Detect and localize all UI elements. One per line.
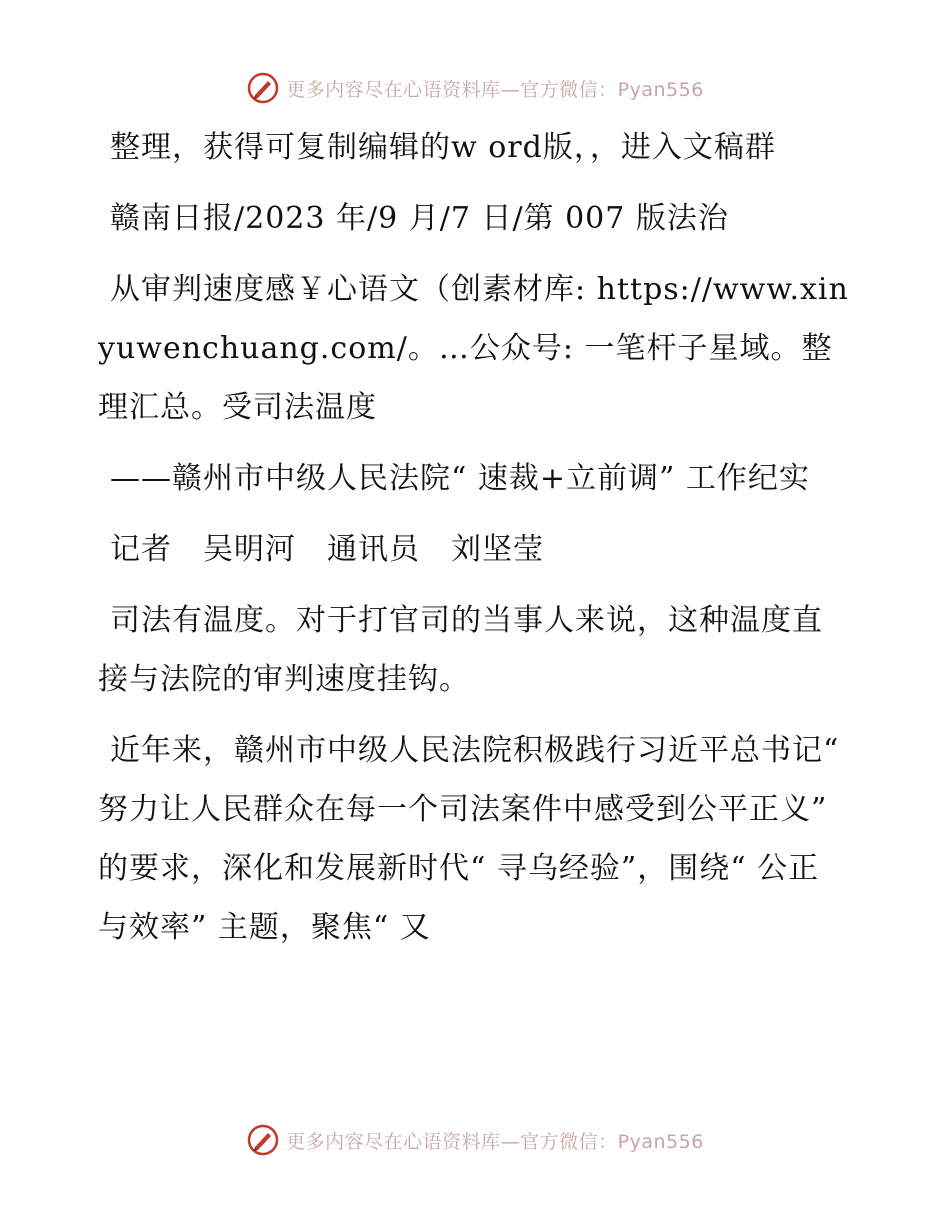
paragraph-source: 赣南日报/2023 年/9 月/7 日/第 007 版法治 xyxy=(110,201,729,236)
watermark-text: 更多内容尽在心语资料库—官方微信：Pyan556 xyxy=(286,78,704,101)
document-body xyxy=(98,118,850,969)
bottom-watermark-banner xyxy=(0,1120,950,1160)
paragraph-intro: 整理，获得可复制编辑的w ord版，，进入文稿群 xyxy=(110,130,776,165)
watermark-text: 更多内容尽在心语资料库—官方微信：Pyan556 xyxy=(286,1130,704,1153)
pen-seal-icon xyxy=(246,1123,280,1157)
paragraph-subtitle: ——赣州市中级人民法院“ 速裁+立前调” 工作纪实 xyxy=(110,461,810,496)
paragraph-byline: 记者 吴明河 通讯员 刘坚莹 xyxy=(110,532,544,567)
paragraph-title: 从审判速度感￥心语文（创素材库: https://www.xinyuwenchuang.com/。…公众号: 一笔杆子星域。整理汇总。受司法温度 xyxy=(98,272,849,425)
paragraph-lead: 司法有温度。对于打官司的当事人来说，这种温度直接与法院的审判速度挂钩。 xyxy=(98,603,823,697)
paragraph-body: 近年来，赣州市中级人民法院积极践行习近平总书记“ 努力让人民群众在每一个司法案件中感受到公平正义” 的要求，深化和发展新时代“ 寻乌经验”，围绕“ 公正与效率” 主题，聚焦“ 又 xyxy=(98,733,840,945)
top-watermark-banner xyxy=(0,68,950,108)
pen-seal-icon xyxy=(246,71,280,105)
